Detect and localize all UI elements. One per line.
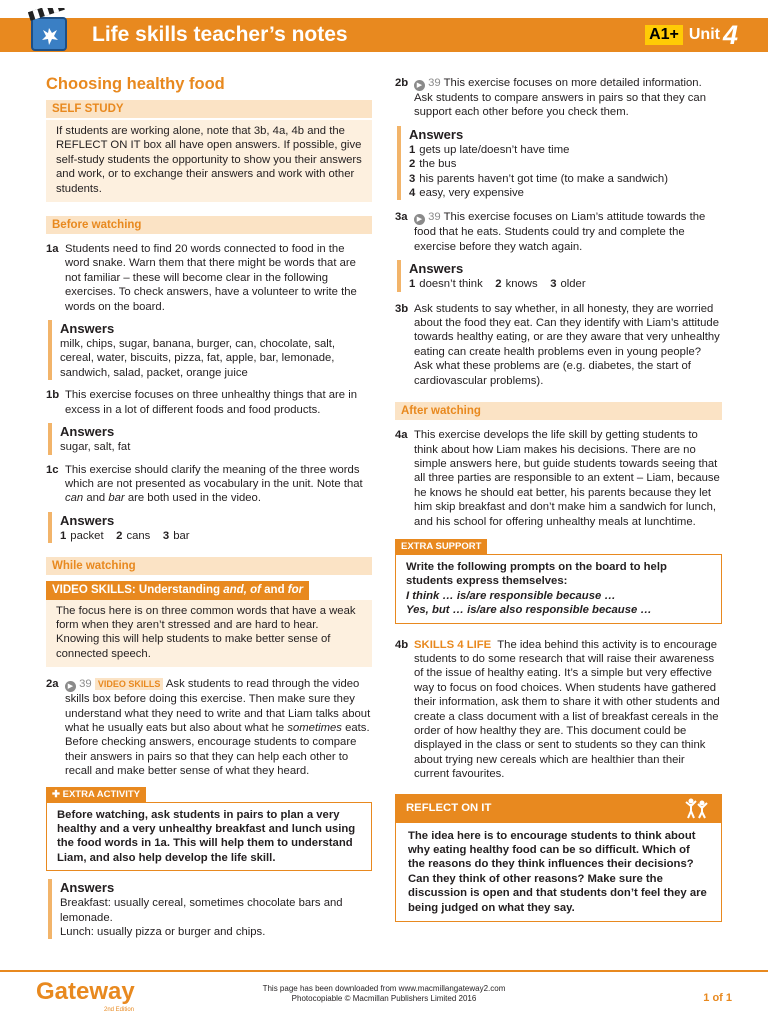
exercise-text: ▶ 39 This exercise focuses on Liam’s attitude towards the food that he eats. Students could try and complete the exercise before they watch again. [414,211,706,253]
exercise-text: This exercise develops the life skill by getting students to think about how Liam makes his decisions. There are no simple answers here, but guide students towards seeing that all three parties are responsible to an extent – Liam, because he knows he should eat better, his parents because they let him skip breakfast and don’t make him a sandwich for lunch, and his school for offering unhealthy meals at lunchtime. [414,429,720,528]
footer-divider [0,970,768,972]
answers-items: 1 doesn’t think 2 knows 3 older [409,278,586,291]
people-icon [683,797,709,823]
page-header [0,18,768,52]
answers-line: Lunch: usually pizza or burger and chips. [60,926,266,939]
reflect-heading: REFLECT ON IT [406,801,492,814]
answers-heading: Answers [60,321,115,337]
page-number: 1 of 1 [703,992,732,1004]
copyright-note: Photocopiable © Macmillan Publishers Limited 2016 [291,994,477,1003]
extra-support-text: Write the following prompts on the board to help students express themselves: I think … is/are responsible because … Yes, but … is/are also responsible because … [395,554,722,624]
answer-item: 3 his parents haven’t got time (to make a sandwich) [409,172,668,185]
exercise-text: This exercise should clarify the meaning of the three words which are not presented as vocabulary in the unit. Note that can and bar are both used in the video. [65,463,363,505]
header-title: Life skills teacher’s notes [92,23,348,46]
exercise-text: ▶ 39 This exercise focuses on more detailed information. Ask students to compare answers in pairs so that they can support each other before you check them. [414,77,706,119]
answers-text: milk, chips, sugar, banana, burger, can, chocolate, salt, cereal, water, biscuits, pizza, fat, apple, bar, lemonade, sandwich, salad, packet, orange juice [60,338,336,379]
exercise-text: Ask students to say whether, in all honesty, they are worried about the food they eat. Can they identify with Liam’s attitude towards healthy eating, or are they aware that very unhealthy eating can create health problems even in young people? Ask what these problems are (e.g. diabetes, the start of cardiovascular problems). [414,302,720,387]
answers-heading: Answers [409,261,464,277]
exercise-2b [395,76,722,120]
exercise-text: This exercise focuses on three unhealthy things that are in excess in a lot of different foods and food products. [65,389,358,416]
play-icon[interactable]: ▶ [65,681,76,692]
while-watching-heading: While watching [46,557,372,575]
exercise-text: ▶ 39 VIDEO SKILLS Ask students to read through the video skills box before doing this exercise. Then make sure they understand what they need to write and that Liam talks about what he usually eats but also about what he sometimes eats. Before checking answers, encourage students to compare their answers in pairs so that they can help each other to recall and make better sense of what they heard. [65,678,371,778]
answers-heading: Answers [60,424,115,440]
play-icon[interactable]: ▶ [414,214,425,225]
answers-heading: Answers [60,880,115,896]
answers-heading: Answers [409,126,464,142]
answers-2b [397,126,722,201]
video-skills-text: The focus here is on three common words that have a weak form when they aren’t stressed and are hard to hear. Knowing this will help students to make better sense of connected speech. [46,600,372,668]
gateway-logo: Gateway [36,978,135,1005]
level-badge: A1+ [645,25,683,45]
video-skills-box [46,581,372,667]
self-study-heading: SELF STUDY [46,100,372,118]
play-icon[interactable]: ▶ [414,80,425,91]
after-watching-heading: After watching [395,402,722,420]
before-watching-heading: Before watching [46,216,372,234]
exercise-number: 2b [395,77,409,89]
exercise-number: 2a [46,678,59,691]
unit-label: Unit [688,25,720,43]
answers-line: Breakfast: usually cereal, sometimes chocolate bars and lemonade. [60,897,343,924]
reflect-heading-bar [396,795,721,823]
unit-badge [645,19,738,50]
page-title: Choosing healthy food [46,75,225,93]
exercise-text: SKILLS 4 LIFE The idea behind this activity is to encourage students to do some research that will raise their awareness of the issue of healthy eating. It’s a simple but very effective way to focus on food choices. When students have gathered their information, ask them to share it with other students and create a class document with a list of breakfast cereals in the order of how healthy they are. This document could be displayed in the class or sent to students so they can think about trying new cereals which are healthier than their current favourites. [414,638,720,781]
reflect-box [395,794,722,922]
edition-label: 2nd Edition [104,1007,135,1013]
self-study-box [46,100,372,202]
exercise-number: 3a [395,211,408,224]
video-skills-heading: VIDEO SKILLS: Understanding and, of and for [46,581,309,599]
self-study-text: If students are working alone, note that 3b, 4a, 4b and the REFLECT ON IT box all have open answers. If possible, give self-study students the opportunity to show you their answers and work, or to exchange their answers and work with other students. [46,120,372,202]
exercise-1c [46,463,372,506]
answers-1a [48,320,372,380]
exercise-4b [395,638,722,782]
left-column [46,70,372,943]
answer-item: 2 the bus [409,158,457,171]
exercise-number: 1b [46,389,60,402]
exercise-3a [395,210,722,254]
right-column [395,70,722,922]
extra-activity-tag: ✚ EXTRA ACTIVITY [46,787,146,802]
exercise-1a [46,242,372,314]
answers-2a [48,879,372,939]
answers-items: 1 packet 2 cans 3 bar [60,529,190,542]
exercise-number: 4a [395,429,408,442]
download-note: This page has been downloaded from www.macmillangateway2.com [262,984,506,993]
exercise-4a [395,428,722,529]
extra-support-tag: EXTRA SUPPORT [395,539,487,554]
answers-1b [48,423,372,454]
exercise-3b [395,302,722,388]
extra-support-box [395,539,722,624]
answers-1c [48,512,372,543]
exercise-number: 1a [46,243,59,256]
answer-item: 1 gets up late/doesn’t have time [409,143,570,156]
unit-number: 4 [722,19,738,50]
clapperboard-icon [28,8,70,54]
exercise-number: 4b [395,638,409,651]
exercise-text: Students need to find 20 words connected to food in the word snake. Warn them that there might be words that are not familiar – these will become clear in the following exercises. To check answers, have a volunteer to write the words on the board. [65,243,357,313]
extra-activity-box [46,787,372,872]
exercise-number: 3b [395,302,409,315]
exercise-number: 1c [46,463,59,476]
footer-text [0,984,768,1004]
answers-text: sugar, salt, fat [60,441,131,454]
exercise-2a [46,677,372,778]
answers-heading: Answers [60,512,115,528]
exercise-1b [46,388,372,417]
answers-3a [397,260,722,291]
reflect-text: The idea here is to encourage students to think about why eating healthy food can be so difficult. Which of the reasons do they think influences their decisions? Can they think of other reasons? Make sure the discussion is open and that students don’t feel they are being judged on what they say. [408,829,707,914]
answer-item: 4 easy, very expensive [409,187,524,200]
extra-activity-text: Before watching, ask students in pairs to plan a very healthy and a very unhealthy breakfast and lunch using the food words in 1a. This will help them to understand Liam, and also help develop the life skill. [46,802,372,872]
